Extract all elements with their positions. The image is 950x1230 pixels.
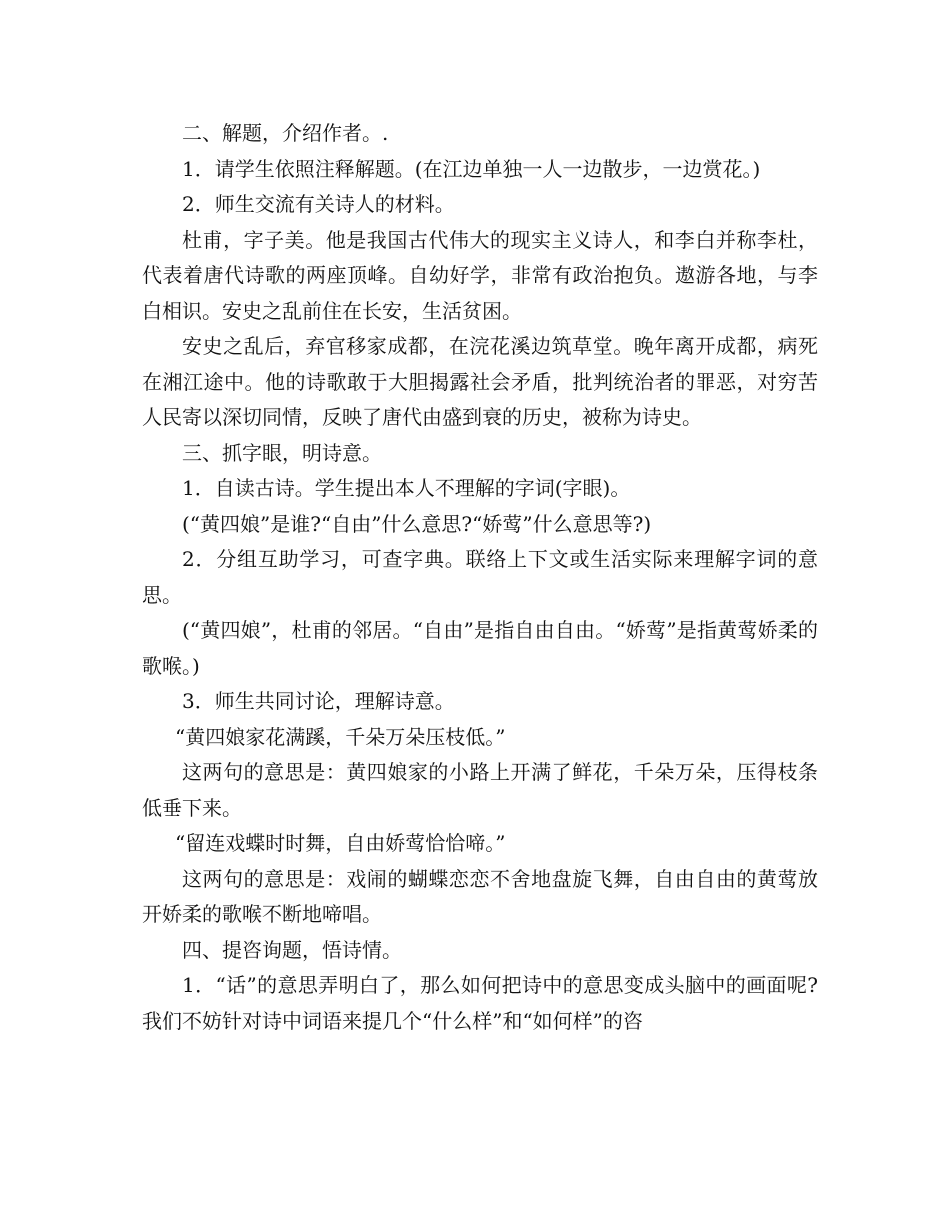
paragraph: 杜甫，字子美。他是我国古代伟大的现实主义诗人，和李白并称李杜，代表着唐代诗歌的两座顶峰。自幼好学，非常有政治抱负。遨游各地，与李白相识。安史之乱前住在长安，生活贫困。 xyxy=(142,227,818,323)
paragraph: 2．分组互助学习，可查字典。联络上下文或生活实际来理解字词的意思。 xyxy=(142,547,818,607)
section-heading: 三、抓字眼，明诗意。 xyxy=(182,440,382,465)
paragraph: 2．师生交流有关诗人的材料。 xyxy=(182,192,455,216)
poem-quote: “留连戏蝶时时舞，自由娇莺恰恰啼。” xyxy=(175,831,506,855)
section-heading: 二、解题，介绍作者。. xyxy=(182,121,389,145)
paragraph: 1．“话”的意思弄明白了，那么如何把诗中的意思变成头脑中的画面呢?我们不妨针对诗中词语来提几个“什么样”和“如何样”的咨 xyxy=(142,973,818,1033)
paragraph: (“黄四娘”是谁?“自由”什么意思?“娇莺”什么意思等?) xyxy=(182,511,652,536)
paragraph: 3．师生共同讨论，理解诗意。 xyxy=(182,689,455,713)
paragraph: 1．请学生依照注释解题。(在江边单独一人一边散步，一边赏花。) xyxy=(182,156,761,181)
paragraph: (“黄四娘”，杜甫的邻居。“自由”是指自由自由。“娇莺”是指黄莺娇柔的歌喉。) xyxy=(142,618,818,678)
paragraph: 这两句的意思是：戏闹的蝴蝶恋恋不舍地盘旋飞舞，自由自由的黄莺放开娇柔的歌喉不断地啼唱。 xyxy=(142,866,818,926)
paragraph: 这两句的意思是：黄四娘家的小路上开满了鲜花，千朵万朵，压得枝条低垂下来。 xyxy=(142,760,818,820)
poem-quote: “黄四娘家花满蹊，千朵万朵压枝低。” xyxy=(175,724,506,749)
document-page xyxy=(142,116,818,1039)
paragraph: 1．自读古诗。学生提出本人不理解的字词(字眼)。 xyxy=(182,476,631,500)
paragraph: 安史之乱后，弃官移家成都，在浣花溪边筑草堂。晚年离开成都，病死在湘江途中。他的诗歌敢于大胆揭露社会矛盾，批判统治者的罪恶，对穷苦人民寄以深切同情，反映了唐代由盛到衰的历史，被称为诗史。 xyxy=(142,334,818,429)
section-heading: 四、提咨询题，悟诗情。 xyxy=(182,937,402,962)
